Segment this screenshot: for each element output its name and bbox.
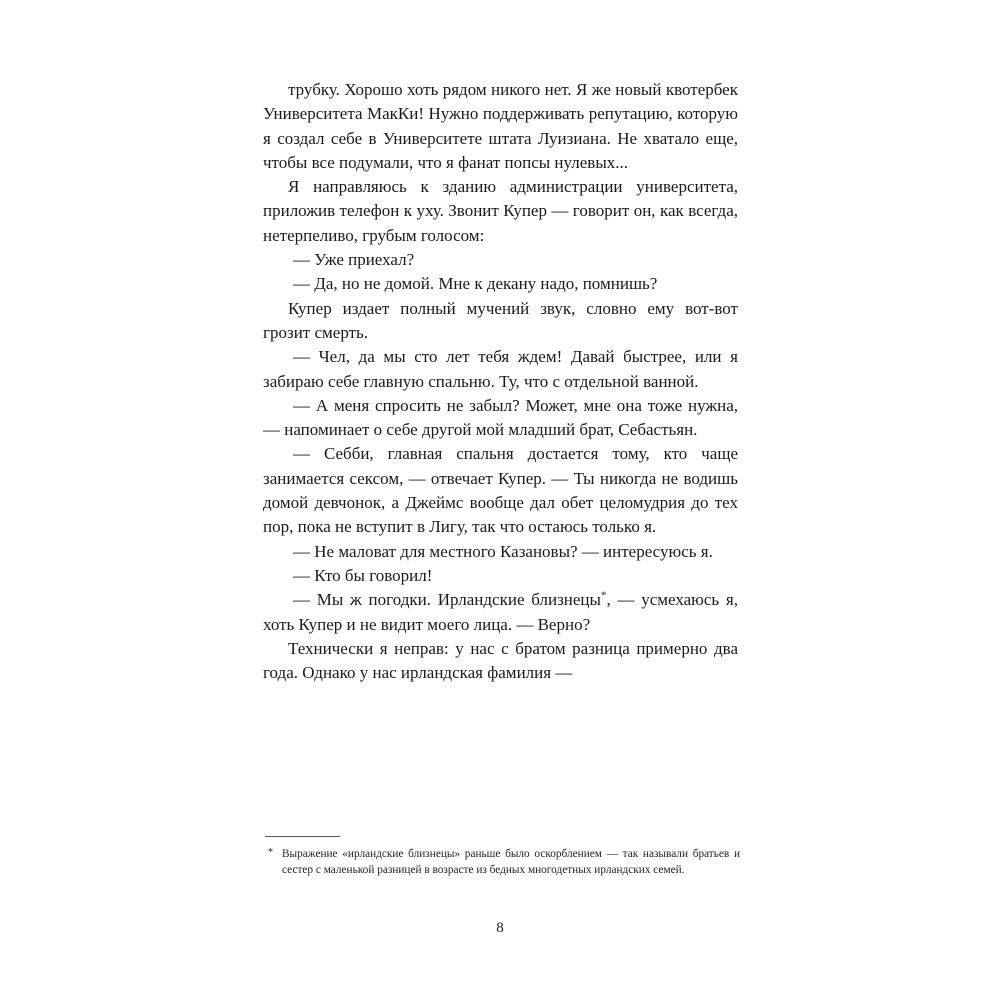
paragraph-narration: Технически я неправ: у нас с братом разница примерно два года. Однако у нас ирландская фамилия —: [263, 638, 738, 683]
paragraph-dialogue: — Себби, главная спальня достается тому, кто чаще занимается сексом, — отвечает Купер. — Ты никогда не водишь домой девчонок, а Джеймс вообще дал обет целомудрия до тех пор, пока не вступит в Лигу, так что остаюсь только я.: [263, 444, 738, 537]
footnote-marker: *: [268, 847, 273, 858]
footnote-block: [265, 836, 740, 879]
paragraph-dialogue: — Да, но не домой. Мне к декану надо, помнишь?: [293, 274, 658, 294]
footnote-text: Выражение «ирландские близнецы» раньше было оскорблением — так называли братьев и сестер с маленькой разницей в возрасте из бедных многодетных ирландских семей.: [282, 848, 740, 877]
paragraph-dialogue: — Уже приехал?: [293, 250, 415, 270]
paragraph-narration-continued: трубку. Хорошо хоть рядом никого нет. Я же новый квотербек Университета МакКи! Нужно поддерживать репутацию, которую я создал себе в Университете штата Луизиана. Не хватало еще, чтобы все подумали, что я фанат попсы нулевых...: [263, 80, 738, 172]
paragraph-dialogue: — Не маловат для местного Казановы? — интересуюсь я.: [293, 541, 713, 561]
dialogue-text-after-footnote-marker: , — усмехаюсь я, хоть Купер и не видит моего лица. — Верно?: [263, 590, 738, 634]
paragraph-dialogue: — А меня спросить не забыл? Может, мне она тоже нужна, — напоминает о себе другой мой младший брат, Себастьян.: [263, 395, 738, 440]
paragraph-narration: Я направляюсь к зданию администрации университета, приложив телефон к уху. Звонит Купер — говорит он, как всегда, нетерпеливо, грубым голосом:: [263, 177, 738, 245]
footnote-entry: [265, 846, 740, 879]
footnote-reference-marker: *: [600, 589, 607, 602]
dialogue-text-before-footnote-marker: — Мы ж погодки. Ирландские близнецы: [293, 590, 601, 610]
paragraph-narration: Купер издает полный мучений звук, словно ему вот-вот грозит смерть.: [263, 298, 738, 342]
paragraph-dialogue: — Кто бы говорил!: [293, 565, 433, 585]
page-number: 8: [496, 920, 504, 936]
footnote-separator-rule: [265, 836, 340, 837]
body-text-column: [263, 78, 738, 685]
paragraph-dialogue-with-footnote: [263, 588, 738, 637]
paragraph-dialogue: — Чел, да мы сто лет тебя ждем! Давай быстрее, или я забираю себе главную спальню. Ту, что с отдельной ванной.: [263, 347, 738, 391]
